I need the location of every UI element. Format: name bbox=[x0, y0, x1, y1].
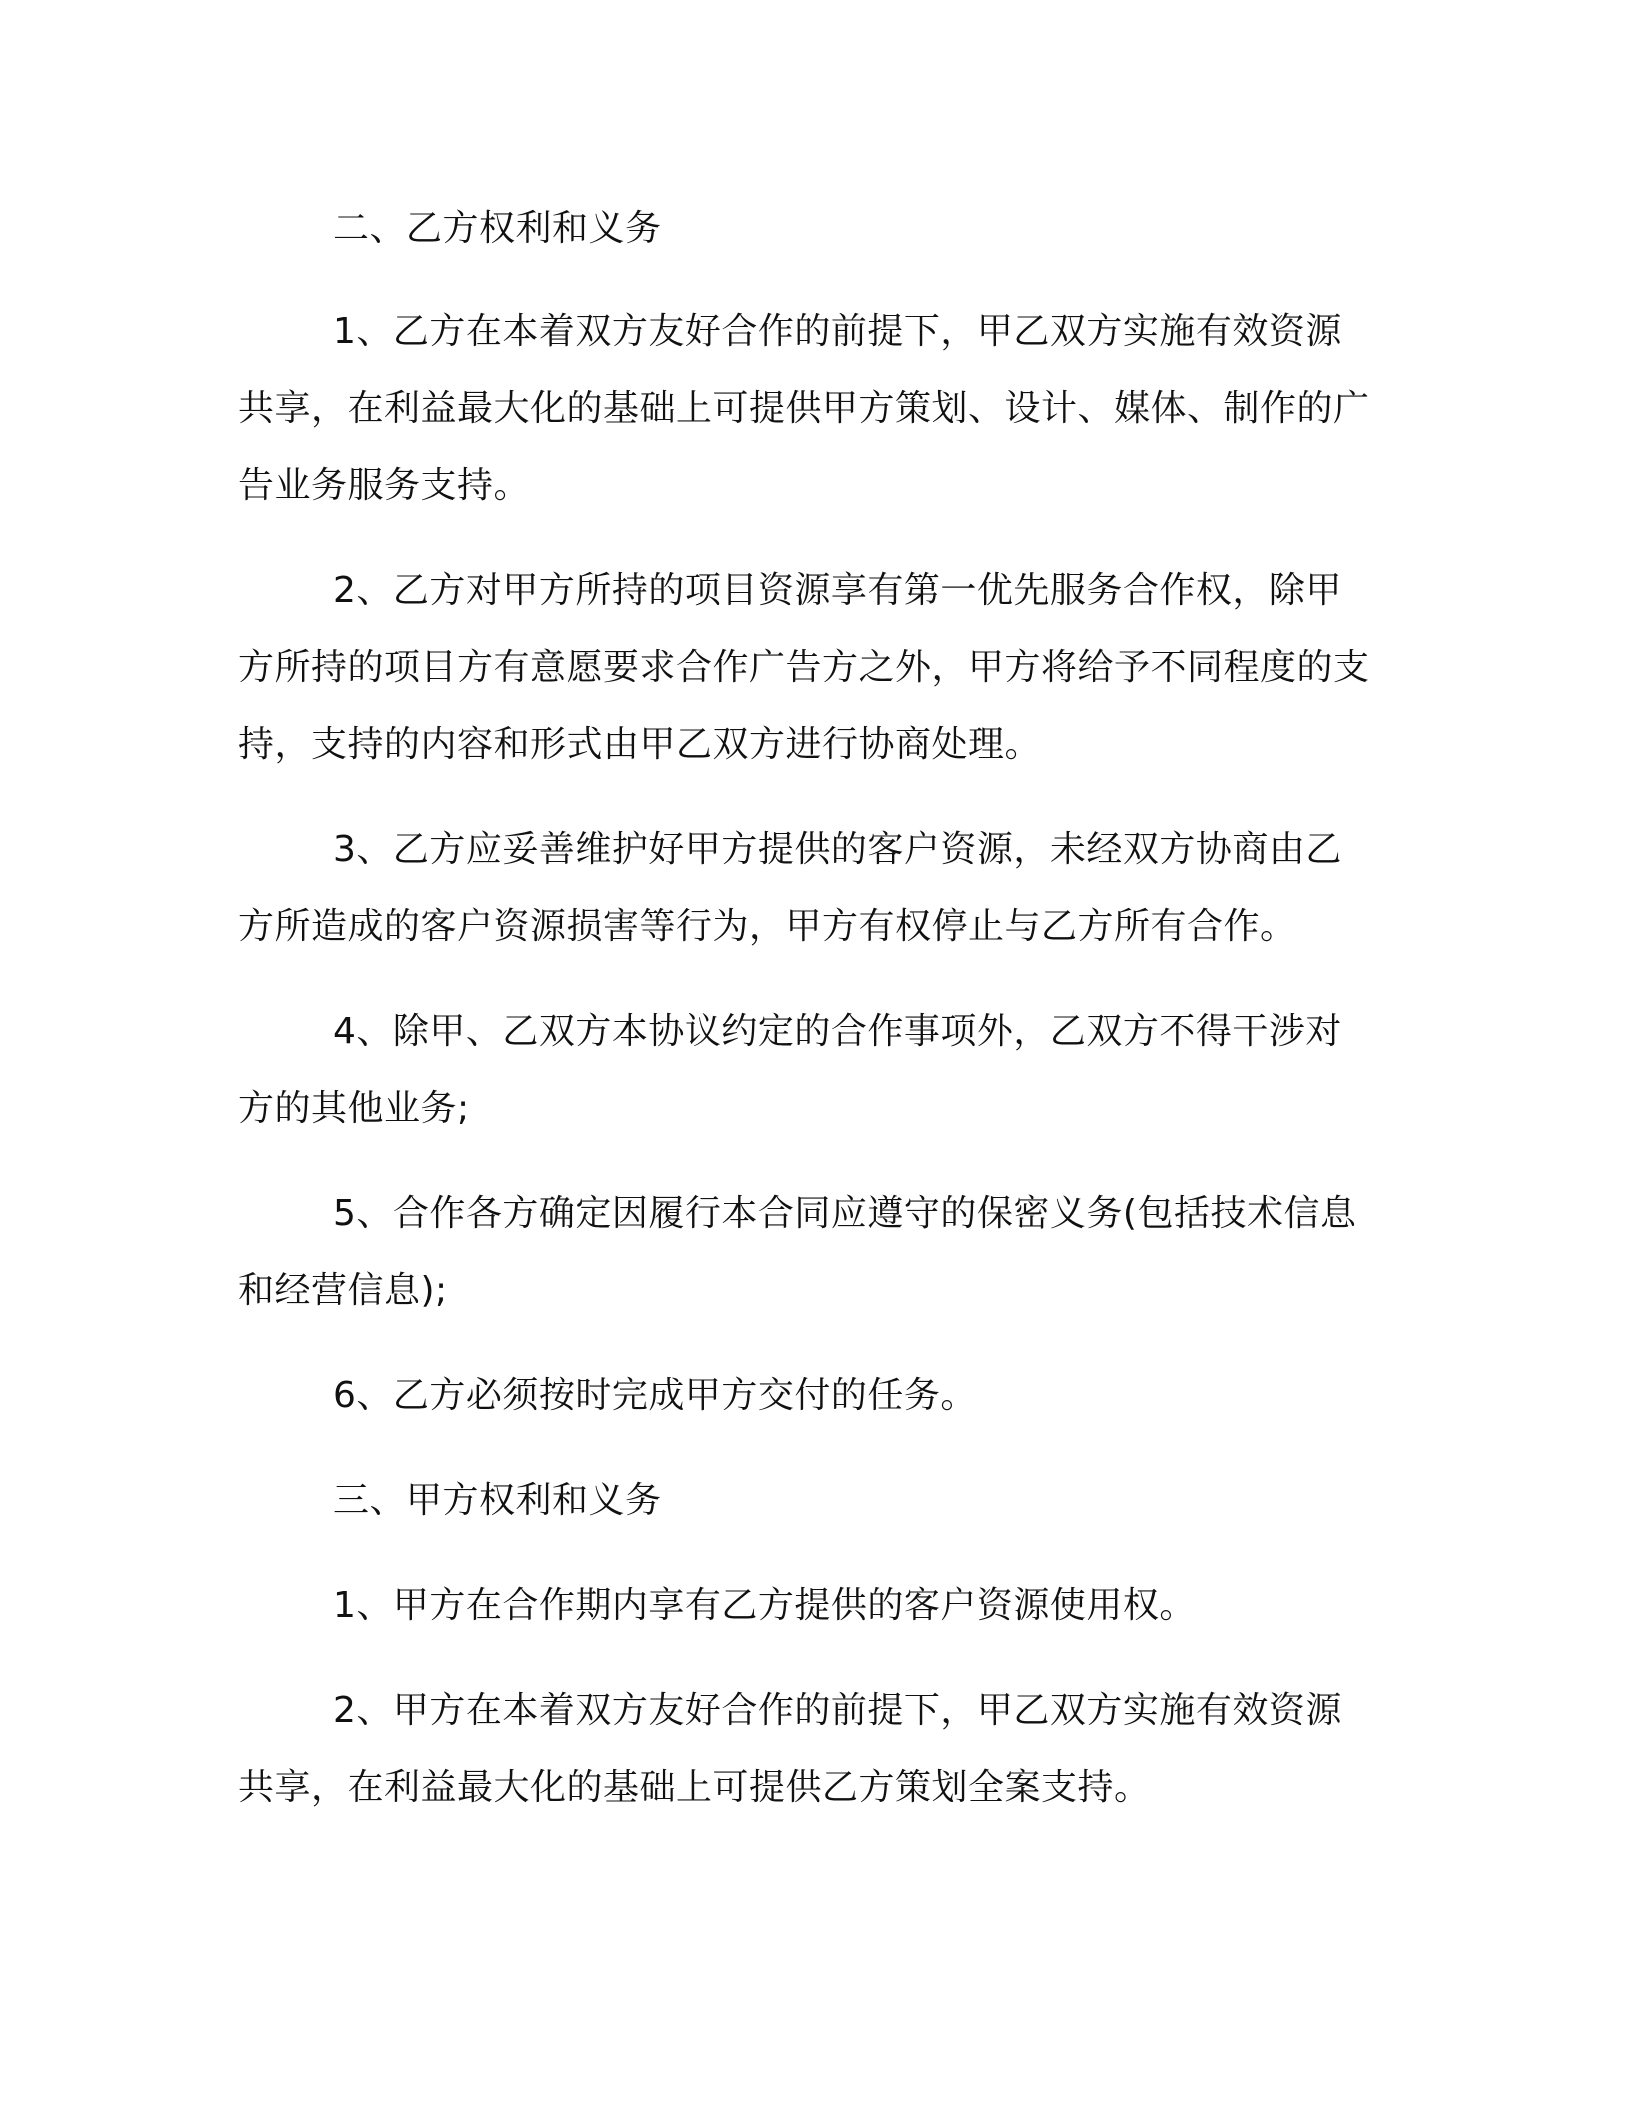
section-2-item-6: 6、乙方必须按时完成甲方交付的任务。 bbox=[333, 1375, 977, 1416]
document-page bbox=[238, 190, 1378, 1826]
section-2-item-1: 1、乙方在本着双方友好合作的前提下，甲乙双方实施有效资源共享，在利益最大化的基础上可提供甲方策划、设计、媒体、制作的广告业务服务支持。 bbox=[238, 311, 1370, 506]
section-2-item-4: 4、除甲、乙双方本协议约定的合作事项外，乙双方不得干涉对方的其他业务; bbox=[238, 1011, 1342, 1129]
section-2-item-2: 2、乙方对甲方所持的项目资源享有第一优先服务合作权，除甲方所持的项目方有意愿要求合作广告方之外，甲方将给予不同程度的支持，支持的内容和形式由甲乙双方进行协商处理。 bbox=[238, 570, 1370, 765]
section-3-item-2: 2、甲方在本着双方友好合作的前提下，甲乙双方实施有效资源共享，在利益最大化的基础上可提供乙方策划全案支持。 bbox=[238, 1690, 1342, 1808]
section-3-heading: 三、甲方权利和义务 bbox=[333, 1480, 662, 1521]
section-3-item-1: 1、甲方在合作期内享有乙方提供的客户资源使用权。 bbox=[333, 1585, 1196, 1626]
section-2-item-3: 3、乙方应妥善维护好甲方提供的客户资源，未经双方协商由乙方所造成的客户资源损害等行为，甲方有权停止与乙方所有合作。 bbox=[238, 829, 1342, 947]
section-2-item-5: 5、合作各方确定因履行本合同应遵守的保密义务(包括技术信息和经营信息); bbox=[238, 1193, 1357, 1311]
section-2-heading: 二、乙方权利和义务 bbox=[333, 208, 662, 249]
